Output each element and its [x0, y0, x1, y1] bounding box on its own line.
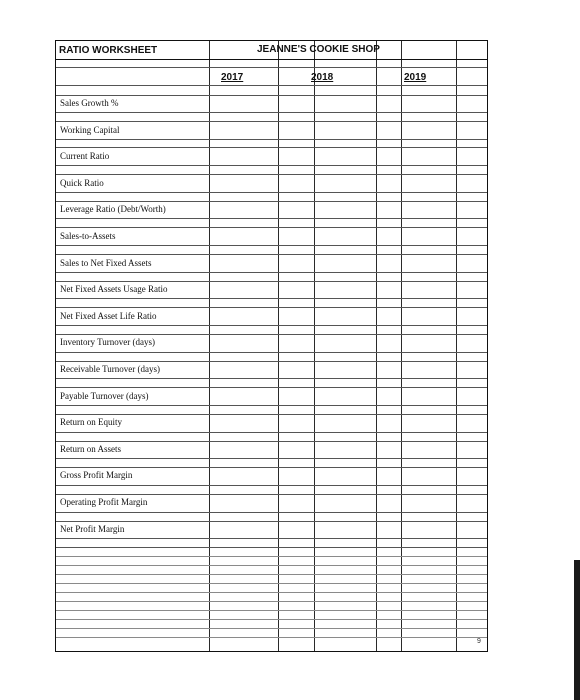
ratio-row-label: Net Fixed Asset Life Ratio	[60, 310, 157, 321]
column-divider	[401, 41, 402, 651]
row-divider	[56, 67, 487, 68]
row-divider	[56, 95, 487, 96]
column-divider	[456, 41, 457, 651]
row-divider	[56, 334, 487, 335]
ratio-row-label: Sales to Net Fixed Assets	[60, 257, 152, 268]
row-divider	[56, 583, 487, 584]
ratio-row-label: Net Fixed Assets Usage Ratio	[60, 284, 168, 295]
column-divider	[314, 41, 315, 651]
ratio-row-label: Sales-to-Assets	[60, 231, 116, 241]
row-divider	[56, 281, 487, 282]
row-divider	[56, 414, 487, 415]
row-divider	[56, 361, 487, 362]
row-divider	[56, 467, 487, 468]
scan-edge-shadow	[574, 560, 580, 700]
column-divider	[278, 41, 279, 651]
ratio-row-label: Working Capital	[60, 124, 120, 135]
ratio-row-label: Return on Equity	[60, 417, 122, 428]
row-divider	[56, 441, 487, 442]
row-divider	[56, 538, 487, 539]
company-name: JEANNE'S COOKIE SHOP	[257, 44, 380, 55]
row-divider	[56, 121, 487, 122]
column-divider	[209, 41, 210, 651]
row-divider	[56, 245, 487, 246]
row-divider	[56, 307, 487, 308]
row-divider	[56, 218, 487, 219]
ratio-worksheet-table	[55, 40, 488, 652]
ratio-row-label: Receivable Turnover (days)	[60, 364, 160, 374]
row-divider	[56, 352, 487, 353]
ratio-row-label: Payable Turnover (days)	[60, 390, 149, 401]
year-header-2019: 2019	[404, 72, 427, 83]
row-divider	[56, 201, 487, 202]
ratio-row-label: Operating Profit Margin	[60, 497, 148, 507]
ratio-row-label: Leverage Ratio (Debt/Worth)	[60, 204, 166, 215]
row-divider	[56, 378, 487, 379]
row-divider	[56, 574, 487, 575]
row-divider	[56, 192, 487, 193]
ratio-row-label: Inventory Turnover (days)	[60, 337, 155, 348]
row-divider	[56, 637, 487, 638]
row-divider	[56, 512, 487, 513]
worksheet-title: RATIO WORKSHEET	[59, 45, 158, 56]
ratio-row-label: Quick Ratio	[60, 177, 104, 188]
row-divider	[56, 547, 487, 548]
row-divider	[56, 298, 487, 299]
row-divider	[56, 174, 487, 175]
row-divider	[56, 565, 487, 566]
row-divider	[56, 610, 487, 611]
row-divider	[56, 628, 487, 629]
ratio-row-label: Sales Growth %	[60, 98, 119, 108]
row-divider	[56, 254, 487, 255]
row-divider	[56, 165, 487, 166]
year-header-2018: 2018	[311, 72, 334, 83]
column-divider	[376, 41, 377, 651]
ratio-row-label: Gross Profit Margin	[60, 470, 133, 481]
year-header-2017: 2017	[221, 72, 244, 83]
row-divider	[56, 325, 487, 326]
row-divider	[56, 387, 487, 388]
row-divider	[56, 85, 487, 86]
row-divider	[56, 521, 487, 522]
row-divider	[56, 405, 487, 406]
row-divider	[56, 592, 487, 593]
row-divider	[56, 601, 487, 602]
row-divider	[56, 494, 487, 495]
row-divider	[56, 227, 487, 228]
row-divider	[56, 147, 487, 148]
row-divider	[56, 139, 487, 140]
row-divider	[56, 59, 487, 60]
page-number: 9	[477, 638, 481, 645]
row-divider	[56, 112, 487, 113]
row-divider	[56, 619, 487, 620]
row-divider	[56, 485, 487, 486]
ratio-row-label: Return on Assets	[60, 443, 122, 454]
row-divider	[56, 272, 487, 273]
row-divider	[56, 458, 487, 459]
row-divider	[56, 432, 487, 433]
ratio-row-label: Current Ratio	[60, 151, 110, 162]
ratio-row-label: Net Profit Margin	[60, 523, 125, 534]
row-divider	[56, 556, 487, 557]
